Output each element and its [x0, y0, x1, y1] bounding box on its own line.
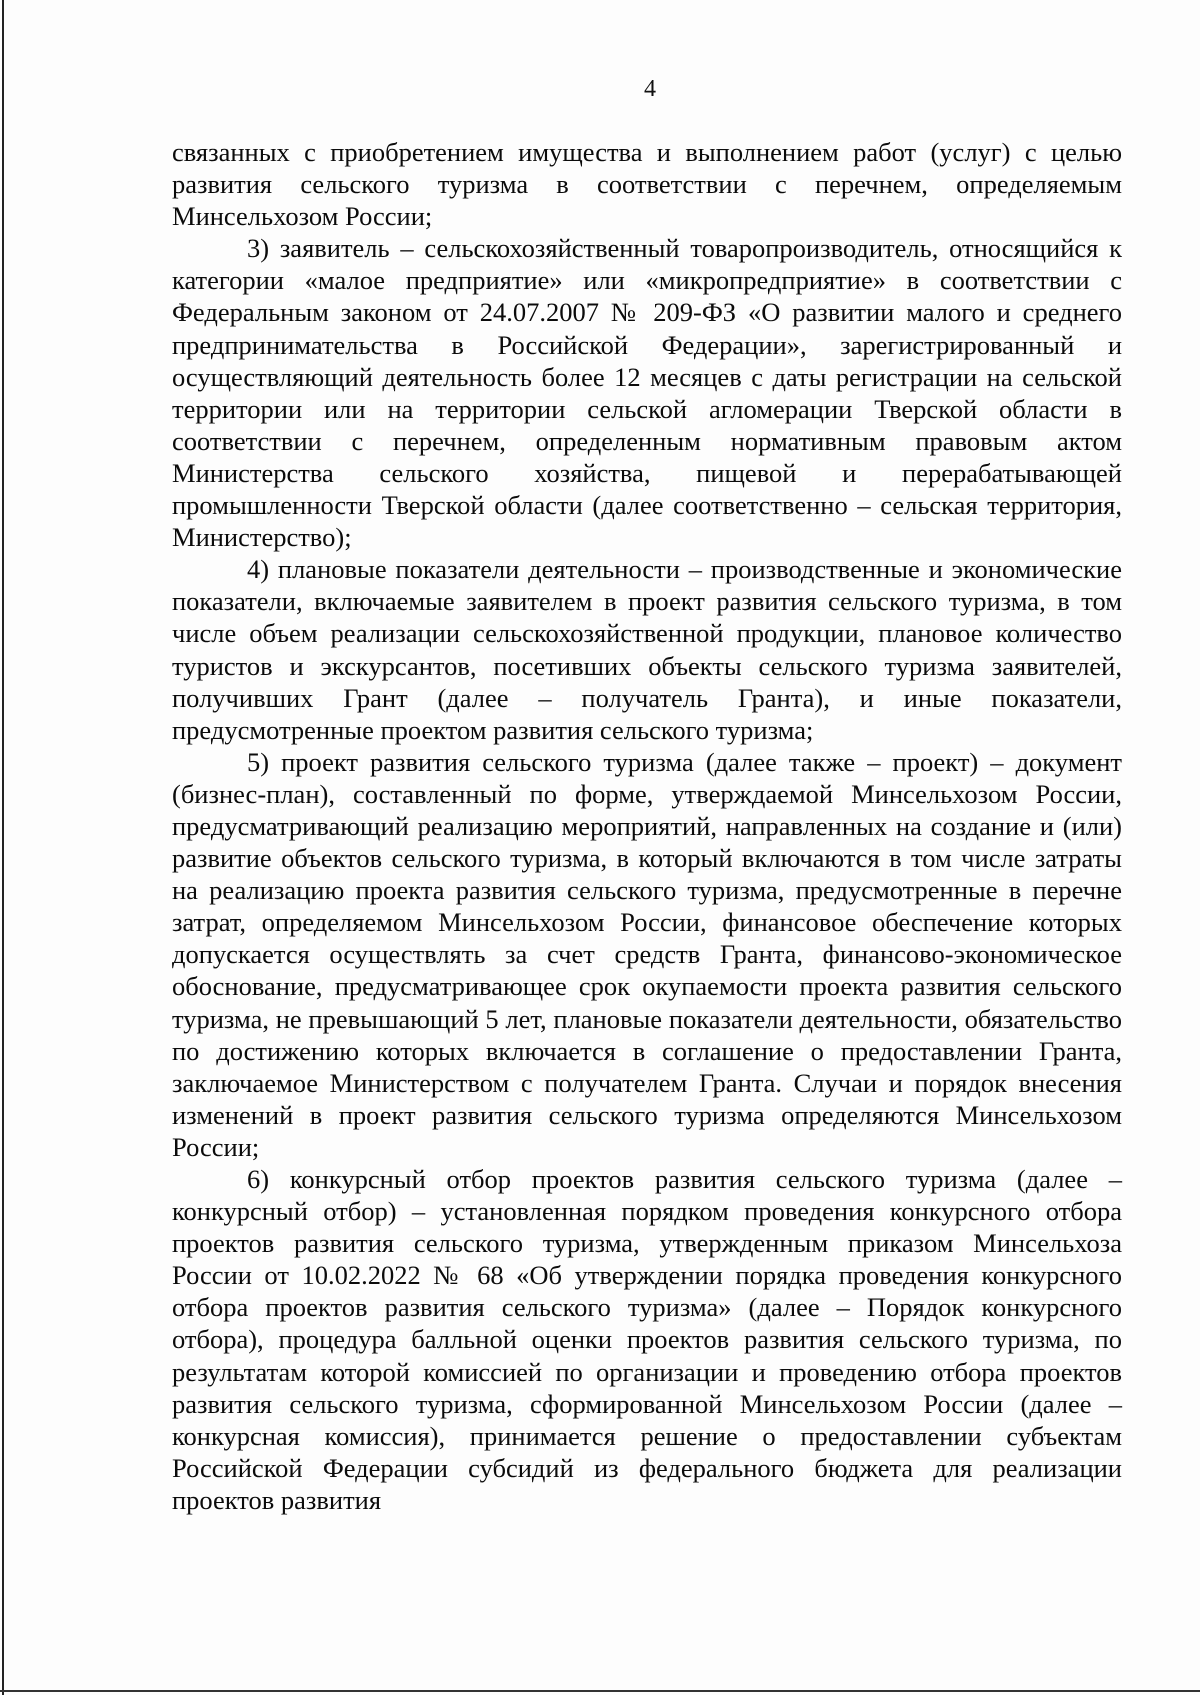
paragraph-item-6: 6) конкурсный отбор проектов развития сельского туризма (далее – конкурсный отбор) – установленная порядком проведения конкурсного отбора проектов развития сельского туризма, утвержденным приказом Минсельхоза России от 10.02.2022 № 68 «Об утверждении порядка проведения конкурсного отбора проектов развития сельского туризма» (далее – Порядок конкурсного отбора), процедура балльной оценки проектов развития сельского туризма, по результатам которой комиссией по организации и проведению отбора проектов развития сельского туризма, сформированной Минсельхозом России (далее – конкурсная комиссия), принимается решение о предоставлении субъектам Российской Федерации субсидий из федерального бюджета для реализации проектов развития [172, 1164, 1122, 1515]
paragraph-item-3: 3) заявитель – сельскохозяйственный товаропроизводитель, относящийся к категории «малое предприятие» или «микропредприятие» в соответствии с Федеральным законом от 24.07.2007 № 209-ФЗ «О развитии малого и среднего предпринимательства в Российской Федерации», зарегистрированный и осуществляющий деятельность более 12 месяцев с даты регистрации на сельской территории или на территории сельской агломерации Тверской области в соответствии с перечнем, определенным нормативным правовым актом Министерства сельского хозяйства, пищевой и перерабатывающей промышленности Тверской области (далее соответственно – сельская территория, Министерство); [172, 233, 1122, 553]
document-body [172, 136, 1122, 1516]
paragraph-continuation: связанных с приобретением имущества и выполнением работ (услуг) с целью развития сельского туризма в соответствии с перечнем, определяемым Минсельхозом России; [172, 137, 1122, 232]
scan-edge-left [2, 0, 4, 1695]
page-number: 4 [644, 76, 656, 102]
scan-edge-bottom [0, 1690, 1200, 1692]
paragraph-item-4: 4) плановые показатели деятельности – производственные и экономические показатели, включаемые заявителем в проект развития сельского туризма, в том числе объем реализации сельскохозяйственной продукции, плановое количество туристов и экскурсантов, посетивших объекты сельского туризма заявителей, получивших Грант (далее – получатель Гранта), и иные показатели, предусмотренные проектом развития сельского туризма; [172, 554, 1122, 745]
paragraph-item-5: 5) проект развития сельского туризма (далее также – проект) – документ (бизнес-план), составленный по форме, утверждаемой Минсельхозом России, предусматривающий реализацию мероприятий, направленных на создание и (или) развитие объектов сельского туризма, в который включаются в том числе затраты на реализацию проекта развития сельского туризма, предусмотренные в перечне затрат, определяемом Минсельхозом России, финансовое обеспечение которых допускается осуществлять за счет средств Гранта, финансово-экономическое обоснование, предусматривающее срок окупаемости проекта развития сельского туризма, не превышающий 5 лет, плановые показатели деятельности, обязательство по достижению которых включается в соглашение о предоставлении Гранта, заключаемое Министерством с получателем Гранта. Случаи и порядок внесения изменений в проект развития сельского туризма определяются Минсельхозом России; [172, 746, 1122, 1162]
